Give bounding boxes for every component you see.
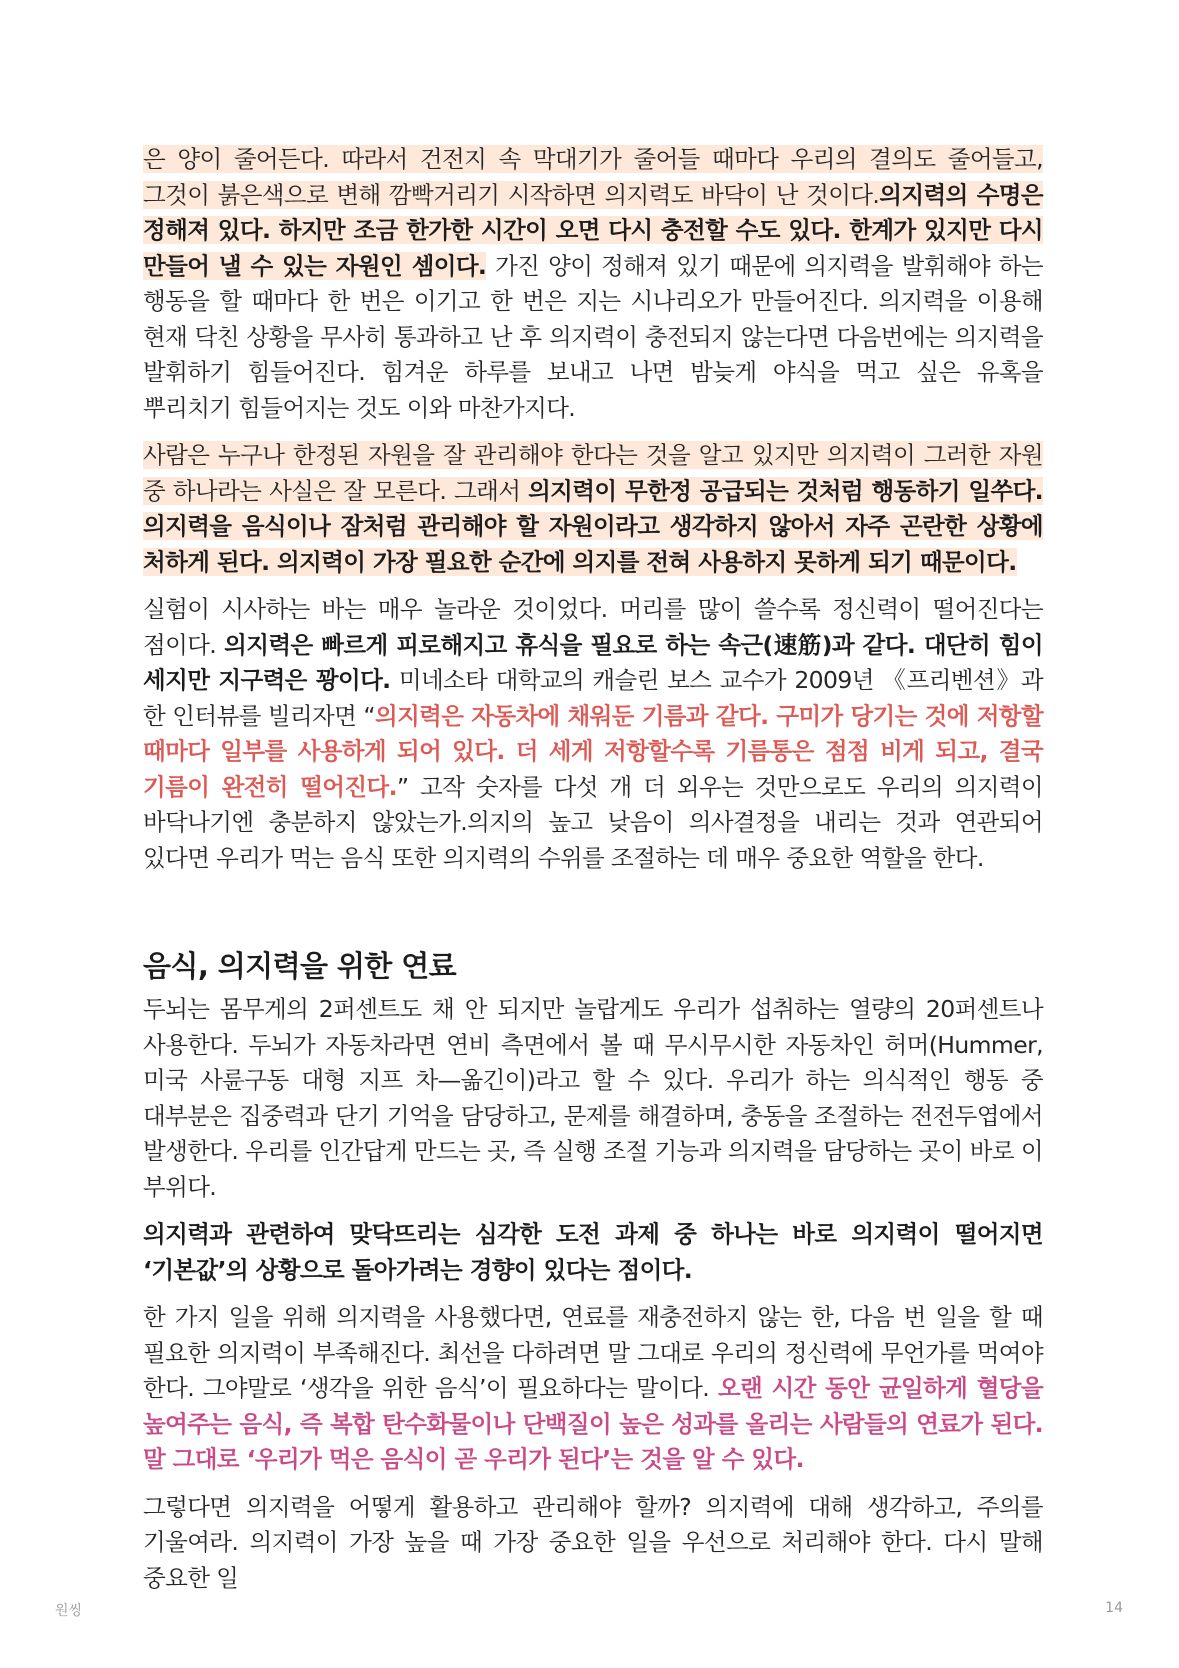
- pink-emphasis: 오랜 시간 동안 균일하게 혈당을 높여주는 음식, 즉 복합 탄수화물이나 단백질이 높은 성과를 올리는 사람들의 연료가 된다. 말 그대로 ‘우리가 먹은 음식이 곧 우리가 된다’는 것을 알 수 있다.: [143, 1374, 1044, 1473]
- footer-book-title: 원씽: [55, 1603, 83, 1619]
- paragraph-experiment: 실험이 시사하는 바는 매우 놀라운 것이었다. 머리를 많이 쓸수록 정신력이 떨어진다는 점이다. 의지력은 빠르게 피로해지고 휴식을 필요로 하는 속근(速筋)과 같다. 대단히 힘이 세지만 지구력은 꽝이다. 미네소타 대학교의 캐슬린 보스 교수가 2009년 《프리벤션》과 한 인터뷰를 빌리자면 “의지력은 자동차에 채워둔 기름과 같다. 구미가 당기는 것에 저항할 때마다 일부를 사용하게 되어 있다. 더 세게 저항할수록 기름통은 점점 비게 되고, 결국 기름이 완전히 떨어진다.” 고작 숫자를 다섯 개 더 외우는 것만으로도 우리의 의지력이 바닥나기엔 충분하지 않았는가.의지의 높고 낮음이 의사결정을 내리는 것과 연관되어 있다면 우리가 먹는 음식 또한 의지력의 수위를 조절하는 데 매우 중요한 역할을 한다.: [143, 595, 1044, 872]
- paragraph-default-tendency: 의지력과 관련하여 맞닥뜨리는 심각한 도전 과제 중 하나는 바로 의지력이 떨어지면 ‘기본값’의 상황으로 돌아가려는 경향이 있다는 점이다.: [143, 1220, 1043, 1284]
- page-number: 14: [1105, 1600, 1123, 1616]
- highlighted-text: 사람은 누구나 한정된 자원을 잘 관리해야 한다는 것을 알고 있지만 의지력이 그러한 자원 중 하나라는 사실은 잘 모른다. 그래서 의지력이 무한정 공급되는 것처럼 행동하기 일쑤다. 의지력을 음식이나 잠처럼 관리해야 할 자원이라고 생각하지 않아서 자주 곤란한 상황에 처하게 된다. 의지력이 가장 필요한 순간에 의지를 전혀 사용하지 못하게 되기 때문이다.: [143, 441, 1043, 576]
- paragraph-brain-fuel: 두뇌는 몸무게의 2퍼센트도 채 안 되지만 놀랍게도 우리가 섭취하는 열량의 20퍼센트나 사용한다. 두뇌가 자동차라면 연비 측면에서 볼 때 무시무시한 자동차인 허머(Hummer, 미국 사륜구동 대형 지프 차—옮긴이)라고 할 수 있다. 우리가 하는 의식적인 행동 중 대부분은 집중력과 단기 기억을 담당하고, 문제를 해결하며, 충동을 조절하는 전전두엽에서 발생한다. 우리를 인간답게 만드는 곳, 즉 실행 조절 기능과 의지력을 담당하는 곳이 바로 이 부위다.: [143, 995, 1043, 1201]
- highlighted-text: 은 양이 줄어든다. 따라서 건전지 속 막대기가 줄어들 때마다 우리의 결의도 줄어들고, 그것이 붉은색으로 변해 깜빡거리기 시작하면 의지력도 바닥이 난 것이다.의지력의 수명은 정해져 있다. 하지만 조금 한가한 시간이 오면 다시 충전할 수도 있다. 한계가 있지만 다시 만들어 낼 수 있는 자원인 셈이다.: [143, 145, 1043, 280]
- section-heading: 음식, 의지력을 위한 연료: [143, 949, 457, 983]
- paragraph-limited-resource: [143, 438, 1043, 580]
- bold-emphasis: 의지력이 무한정 공급되는 것처럼 행동하기 일쑤다. 의지력을 음식이나 잠처럼 관리해야 할 자원이라고 생각하지 않아서 자주 곤란한 상황에 처하게 된다. 의지력이 가장 필요한 순간에 의지를 전혀 사용하지 못하게 되기 때문이다.: [143, 476, 1043, 576]
- bold-emphasis: 의지력의 수명은 정해져 있다. 하지만 조금 한가한 시간이 오면 다시 충전할 수도 있다. 한계가 있지만 다시 만들어 낼 수 있는 자원인 셈이다.: [143, 180, 1043, 280]
- paragraph-willpower-battery: 은 양이 줄어든다. 따라서 건전지 속 막대기가 줄어들 때마다 우리의 결의도 줄어들고, 그것이 붉은색으로 변해 깜빡거리기 시작하면 의지력도 바닥이 난 것이다.의지력의 수명은 정해져 있다. 하지만 조금 한가한 시간이 오면 다시 충전할 수도 있다. 한계가 있지만 다시 만들어 낼 수 있는 자원인 셈이다. 가진 양이 정해져 있기 때문에 의지력을 발휘해야 하는 행동을 할 때마다 한 번은 이기고 한 번은 지는 시나리오가 만들어진다. 의지력을 이용해 현재 닥친 상황을 무사히 통과하고 난 후 의지력이 충전되지 않는다면 다음번에는 의지력을 발휘하기 힘들어진다. 힘겨운 하루를 보내고 나면 밤늦게 야식을 먹고 싶은 유혹을 뿌리치기 힘들어지는 것도 이와 마찬가지다.: [143, 145, 1043, 422]
- paragraph-food-for-thought: 한 가지 일을 위해 의지력을 사용했다면, 연료를 재충전하지 않는 한, 다음 번 일을 할 때 필요한 의지력이 부족해진다. 최선을 다하려면 말 그대로 우리의 정신력에 무언가를 먹여야 한다. 그야말로 ‘생각을 위한 음식’이 필요하다는 말이다. 오랜 시간 동안 균일하게 혈당을 높여주는 음식, 즉 복합 탄수화물이나 단백질이 높은 성과를 올리는 사람들의 연료가 된다. 말 그대로 ‘우리가 먹은 음식이 곧 우리가 된다’는 것을 알 수 있다.: [143, 1303, 1044, 1473]
- paragraph-manage-willpower: 그렇다면 의지력을 어떻게 활용하고 관리해야 할까? 의지력에 대해 생각하고, 주의를 기울여라. 의지력이 가장 높을 때 가장 중요한 일을 우선으로 처리해야 한다. 다시 말해 중요한 일: [143, 1492, 1043, 1592]
- red-quote: 의지력은 자동차에 채워둔 기름과 같다. 구미가 당기는 것에 저항할 때마다 일부를 사용하게 되어 있다. 더 세게 저항할수록 기름통은 점점 비게 되고, 결국 기름이 완전히 떨어진다.: [143, 701, 1043, 801]
- bold-emphasis: 의지력은 빠르게 피로해지고 휴식을 필요로 하는 속근(速筋)과 같다. 대단히 힘이 세지만 지구력은 꽝이다.: [143, 630, 1044, 694]
- page-body: [143, 142, 1043, 1608]
